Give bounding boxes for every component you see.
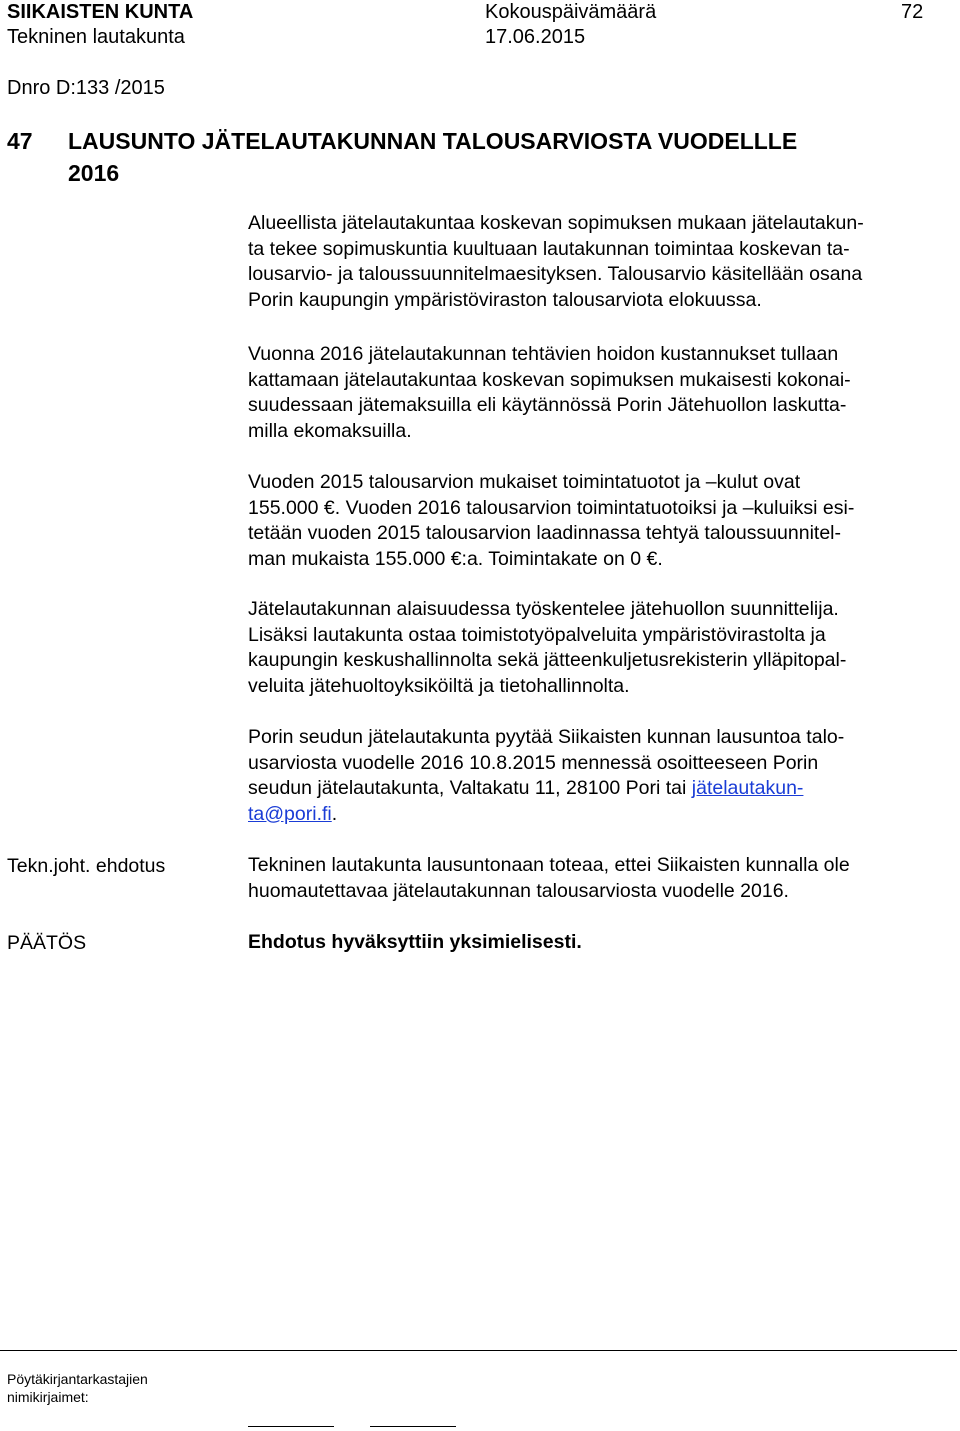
signature-line-2 (370, 1426, 456, 1427)
paragraph-2 (248, 342, 948, 444)
dnro: Dnro D:133 /2015 (7, 77, 165, 99)
item-title: LAUSUNTO JÄTELAUTAKUNNAN TALOUSARVIOSTA VUODELLLE (68, 128, 798, 154)
proposal-label: Tekn.joht. ehdotus (7, 855, 166, 877)
decision-label: PÄÄTÖS (7, 932, 87, 954)
paragraph-line: Alueellista jätelautakuntaa koskevan sopimuksen mukaan jätelautakun- (248, 212, 864, 234)
signature-line-1 (248, 1426, 334, 1427)
municipality-name: SIIKAISTEN KUNTA (7, 1, 194, 23)
paragraph-line: Vuoden 2015 talousarvion mukaiset toimintatuotot ja –kulut ovat (248, 471, 801, 493)
paragraph-line: Lisäksi lautakunta ostaa toimistotyöpalveluita ympäristövirastolta ja (248, 623, 826, 646)
meeting-date-label: Kokouspäivämäärä (485, 1, 657, 23)
paragraph-line: ta tekee sopimuskuntia kuultuaan lautakunnan toimintaa koskevan ta- (248, 237, 850, 260)
paragraph-line: Porin kaupungin ympäristöviraston talousarviota elokuussa. (248, 288, 762, 311)
paragraph-line: milla ekomaksuilla. (248, 419, 412, 442)
paragraph-line: Tekninen lautakunta lausuntonaan toteaa, ettei Siikaisten kunnalla ole (248, 854, 850, 876)
paragraph-1 (248, 211, 948, 313)
paragraph-line: huomautettavaa jätelautakunnan talousarviosta vuodelle 2016. (248, 879, 789, 902)
meeting-date: 17.06.2015 (485, 26, 586, 48)
paragraph-line: Porin seudun jätelautakunta pyytää Siikaisten kunnan lausuntoa talo- (248, 726, 845, 748)
page-number: 72 (901, 1, 924, 23)
paragraph-line: Jätelautakunnan alaisuudessa työskentelee jätehuollon suunnittelija. (248, 598, 839, 620)
paragraph-line: kaupungin keskushallinnolta sekä jätteenkuljetusrekisterin ylläpitopal- (248, 649, 847, 672)
address-text: seudun jätelautakunta, Valtakatu 11, 28100 Pori tai (248, 777, 692, 800)
paragraph-line: Vuonna 2016 jätelautakunnan tehtävien hoidon kustannukset tullaan (248, 343, 839, 365)
footer-divider (0, 1350, 957, 1351)
paragraph-3 (248, 470, 948, 572)
paragraph-5 (248, 725, 948, 827)
sentence-end: . (331, 802, 338, 825)
email-link[interactable]: jätelautakun- (691, 777, 804, 800)
proposal-text (248, 853, 948, 904)
item-number: 47 (7, 128, 33, 154)
footer-label-cont: nimikirjaimet: (7, 1389, 89, 1405)
paragraph-line: man mukaista 155.000 €:a. Toimintakate on 0 €. (248, 547, 663, 570)
paragraph-line: veluita jätehuoltoyksiköiltä ja tietohallinnolta. (248, 674, 630, 697)
decision-text: Ehdotus hyväksyttiin yksimielisesti. (248, 931, 582, 953)
footer-label: Pöytäkirjantarkastajien (7, 1371, 148, 1387)
paragraph-line: tetään vuoden 2015 talousarvion laadinnassa tehtyä taloussuunnitel- (248, 522, 842, 545)
paragraph-line (248, 802, 948, 828)
item-title-cont: 2016 (68, 160, 120, 186)
email-link-cont[interactable]: ta@pori.fi (248, 802, 332, 825)
paragraph-line: 155.000 €. Vuoden 2016 talousarvion toimintatuotoiksi ja –kuluiksi esi- (248, 496, 855, 519)
paragraph-line (248, 776, 948, 802)
paragraph-line: usarviosta vuodelle 2016 10.8.2015 mennessä osoitteeseen Porin (248, 751, 819, 774)
paragraph-line: kattamaan jätelautakuntaa koskevan sopimuksen mukaisesti kokonai- (248, 368, 851, 391)
committee-name: Tekninen lautakunta (7, 26, 185, 48)
paragraph-line: lousarvio- ja taloussuunnitelmaesityksen. Talousarvio käsitellään osana (248, 263, 863, 286)
paragraph-line: suudessaan jätemaksuilla eli käytännössä Porin Jätehuollon laskutta- (248, 394, 847, 417)
paragraph-4 (248, 597, 948, 699)
